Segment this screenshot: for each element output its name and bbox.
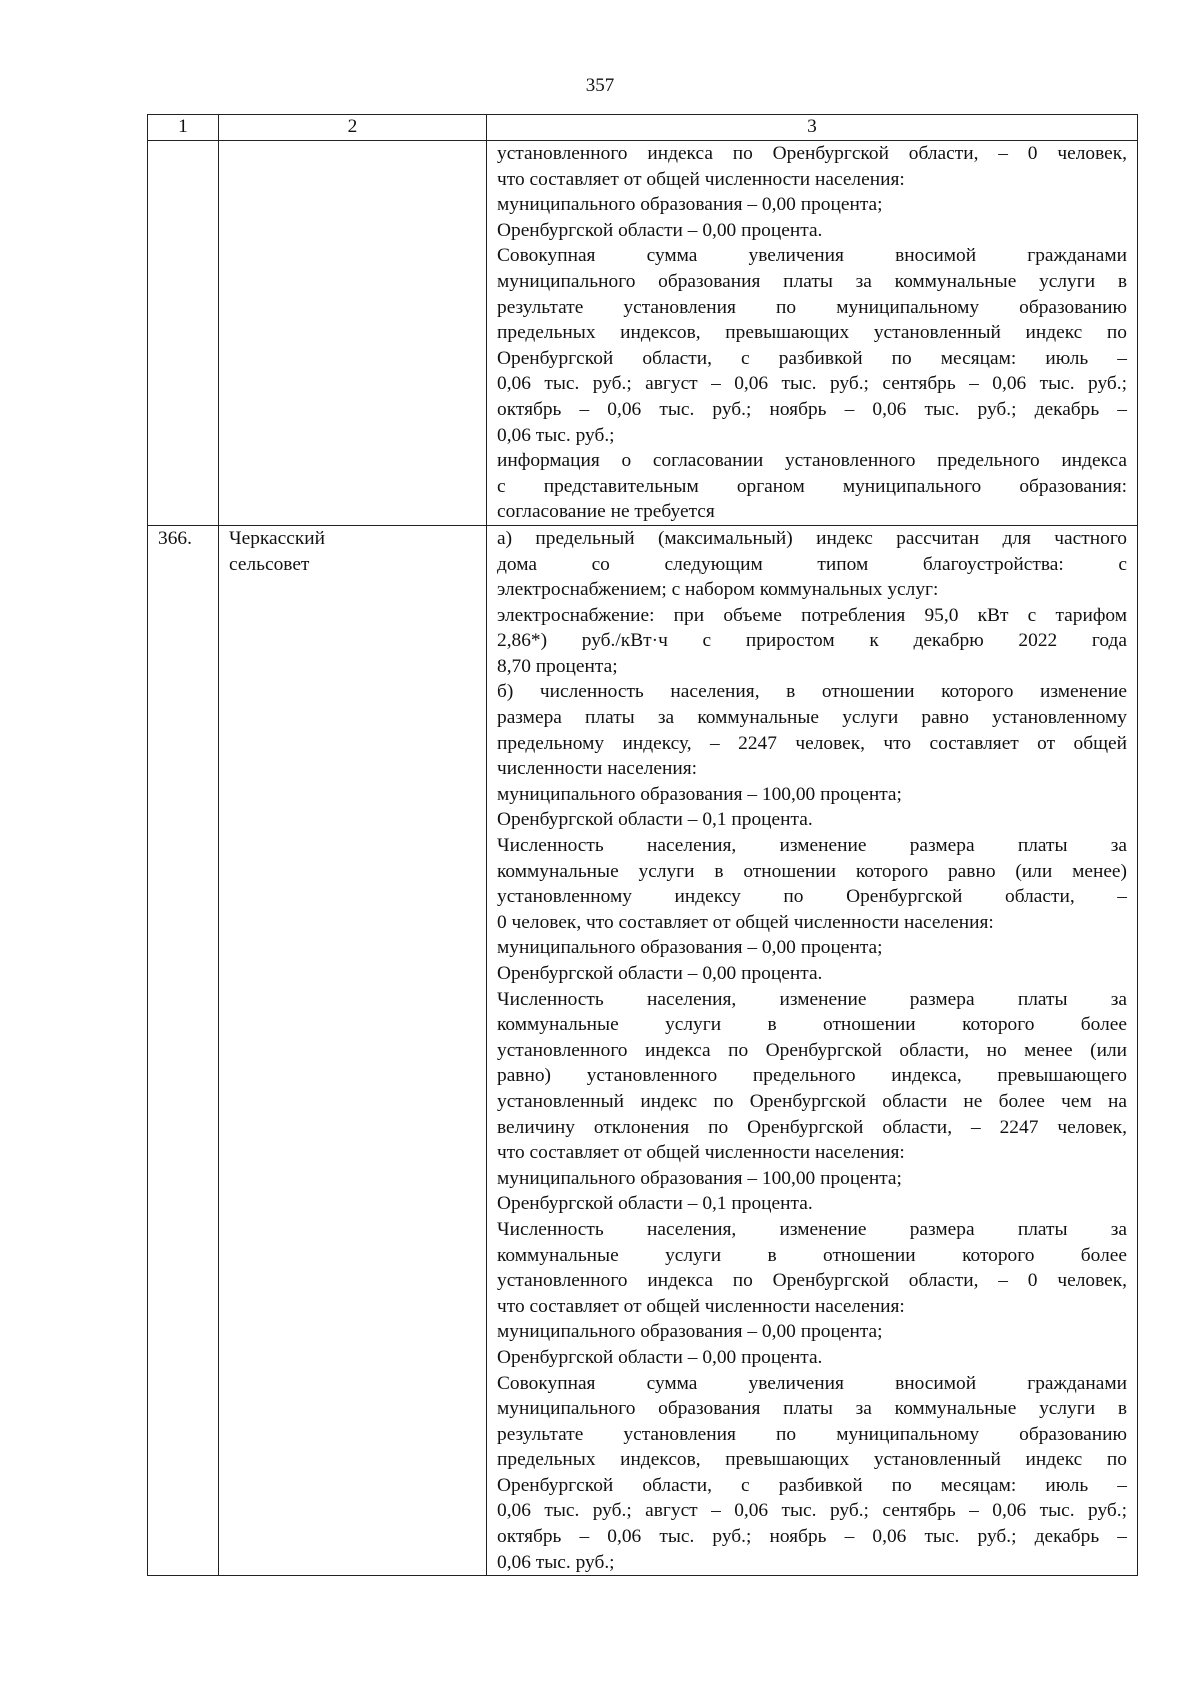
text-line: 0,06 тыс. руб.;: [497, 1551, 615, 1573]
row-number: 366.: [148, 525, 219, 1575]
text-line: муниципального образования – 100,00 процента;: [497, 783, 902, 805]
continuation-name-cell: [219, 141, 487, 526]
text-line: установленному индексу по Оренбургской области, –: [497, 886, 1127, 908]
municipality-name-line: Черкасский: [229, 527, 326, 549]
text-line: предельному индексу, – 2247 человек, что составляет от общей: [497, 732, 1127, 754]
text-line: октябрь – 0,06 тыс. руб.; ноябрь – 0,06 тыс. руб.; декабрь –: [497, 1526, 1127, 1548]
text-line: муниципального образования платы за коммунальные услуги в: [497, 270, 1127, 292]
text-line: 0,06 тыс. руб.; август – 0,06 тыс. руб.; сентябрь – 0,06 тыс. руб.;: [497, 373, 1127, 395]
column-header-3: 3: [487, 115, 1138, 141]
continuation-row: [148, 141, 1138, 526]
text-line: 0,06 тыс. руб.;: [497, 424, 615, 446]
text-line: дома со следующим типом благоустройства: с: [497, 553, 1127, 575]
text-line: 2,86*) руб./кВт·ч с приростом к декабрю 2022 года: [497, 630, 1127, 652]
text-line: равно) установленного предельного индекса, превышающего: [497, 1065, 1127, 1087]
text-line: с представительным органом муниципального образования:: [497, 475, 1127, 497]
text-line: численности населения:: [497, 758, 698, 780]
text-line: Численность населения, изменение размера платы за: [497, 835, 1127, 857]
text-line: предельных индексов, превышающих установленный индекс по: [497, 1449, 1127, 1471]
row-text-cell: [487, 525, 1138, 1575]
text-line: коммунальные услуги в отношении которого равно (или менее): [497, 860, 1127, 882]
text-line: электроснабжение: при объеме потребления 95,0 кВт с тарифом: [497, 604, 1127, 626]
page-number: 357: [585, 75, 615, 96]
text-line: Совокупная сумма увеличения вносимой гражданами: [497, 245, 1127, 267]
text-line: информация о согласовании установленного предельного индекса: [497, 450, 1127, 472]
text-line: 8,70 процента;: [497, 655, 618, 677]
text-line: величину отклонения по Оренбургской области, – 2247 человек,: [497, 1116, 1127, 1138]
text-line: предельных индексов, превышающих установленный индекс по: [497, 322, 1127, 344]
text-line: муниципального образования – 0,00 процента;: [497, 194, 883, 216]
text-line: коммунальные услуги в отношении которого более: [497, 1244, 1127, 1266]
text-line: Численность населения, изменение размера платы за: [497, 988, 1127, 1010]
text-line: Оренбургской области – 0,00 процента.: [497, 1346, 823, 1368]
text-line: б) численность населения, в отношении которого изменение: [497, 681, 1127, 703]
text-line: муниципального образования – 100,00 процента;: [497, 1167, 902, 1189]
text-line: согласование не требуется: [497, 501, 715, 523]
text-line: Оренбургской области – 0,1 процента.: [497, 809, 813, 831]
text-line: установленного индекса по Оренбургской области, но менее (или: [497, 1039, 1127, 1061]
text-line: результате установления по муниципальному образованию: [497, 1423, 1127, 1445]
text-line: установленного индекса по Оренбургской области, – 0 человек,: [497, 143, 1127, 164]
text-line: размера платы за коммунальные услуги равно установленному: [497, 707, 1127, 729]
text-line: установленный индекс по Оренбургской области не более чем на: [497, 1090, 1127, 1112]
municipality-name-cell: [219, 525, 487, 1575]
column-header-1: 1: [148, 115, 219, 141]
text-line: октябрь – 0,06 тыс. руб.; ноябрь – 0,06 тыс. руб.; декабрь –: [497, 398, 1127, 420]
text-line: 0,06 тыс. руб.; август – 0,06 тыс. руб.; сентябрь – 0,06 тыс. руб.;: [497, 1500, 1127, 1522]
text-line: муниципального образования платы за коммунальные услуги в: [497, 1398, 1127, 1420]
text-line: что составляет от общей численности населения:: [497, 1295, 905, 1317]
municipality-name-line: сельсовет: [229, 553, 310, 575]
column-header-2: 2: [219, 115, 487, 141]
continuation-number-cell: [148, 141, 219, 526]
text-line: Оренбургской области – 0,1 процента.: [497, 1193, 813, 1215]
text-line: Оренбургской области, с разбивкой по месяцам: июль –: [497, 1474, 1127, 1496]
table-header-row: [148, 115, 1138, 141]
text-line: Оренбургской области – 0,00 процента.: [497, 963, 823, 984]
text-line: Оренбургской области, с разбивкой по месяцам: июль –: [497, 347, 1127, 369]
text-line: Численность населения, изменение размера платы за: [497, 1218, 1127, 1240]
text-line: Совокупная сумма увеличения вносимой гражданами: [497, 1372, 1127, 1394]
text-line: что составляет от общей численности населения:: [497, 1142, 905, 1164]
text-line: а) предельный (максимальный) индекс рассчитан для частного: [497, 527, 1127, 549]
table-row: [148, 525, 1138, 1575]
text-line: Оренбургской области – 0,00 процента.: [497, 219, 823, 241]
text-line: установленного индекса по Оренбургской области, – 0 человек,: [497, 1270, 1127, 1292]
text-line: электроснабжением; с набором коммунальных услуг:: [497, 579, 939, 601]
text-line: муниципального образования – 0,00 процента;: [497, 1321, 883, 1343]
text-line: 0 человек, что составляет от общей численности населения:: [497, 911, 994, 933]
document-table: [147, 114, 1138, 1576]
text-line: коммунальные услуги в отношении которого более: [497, 1014, 1127, 1036]
continuation-text-cell: [487, 141, 1138, 526]
text-line: муниципального образования – 0,00 процента;: [497, 937, 883, 959]
text-line: что составляет от общей численности населения:: [497, 168, 905, 190]
text-line: результате установления по муниципальному образованию: [497, 296, 1127, 318]
